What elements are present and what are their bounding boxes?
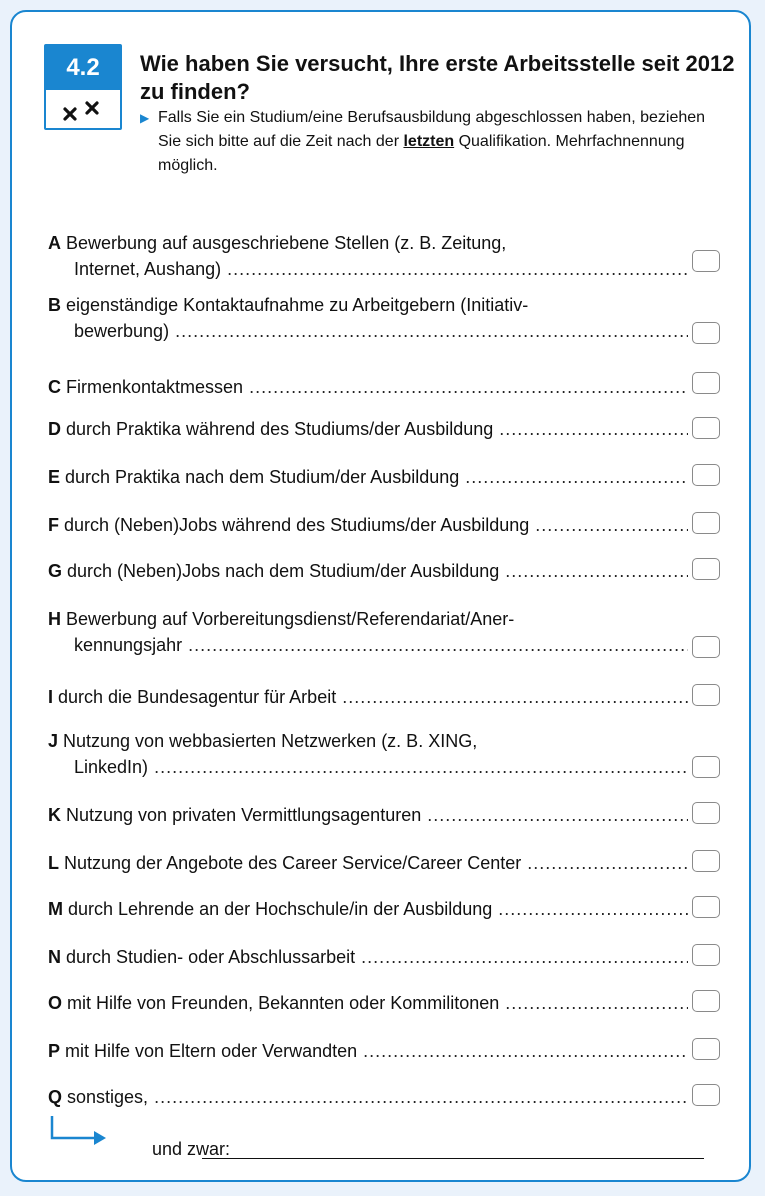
option-line-continued xyxy=(48,632,688,658)
option-line xyxy=(48,728,688,754)
checkbox-k[interactable] xyxy=(692,802,720,824)
option-line xyxy=(48,292,688,318)
option-label: Bewerbung auf Vorbereitungsdienst/Referendariat/Aner- xyxy=(66,609,515,629)
option-letter: A xyxy=(48,233,61,253)
option-letter: J xyxy=(48,731,59,751)
option-label-continued: bewerbung) xyxy=(74,321,170,341)
checkbox-o[interactable] xyxy=(692,990,720,1012)
leader-dots xyxy=(465,464,688,490)
leader-dots xyxy=(505,558,688,584)
option-label: Nutzung von webbasierten Netzwerken (z. B. XING, xyxy=(63,731,478,751)
option-d xyxy=(48,416,688,442)
option-letter: C xyxy=(48,377,61,397)
checkbox-c[interactable] xyxy=(692,372,720,394)
checkbox-f[interactable] xyxy=(692,512,720,534)
option-label: sonstiges, xyxy=(67,1087,149,1107)
leader-dots xyxy=(175,318,688,344)
checkbox-l[interactable] xyxy=(692,850,720,872)
option-c xyxy=(48,374,688,400)
multiple-choice-icon xyxy=(46,90,120,130)
question-badge xyxy=(44,44,122,130)
leader-dots xyxy=(498,896,688,922)
leader-dots xyxy=(427,802,688,828)
instruction-text-end: Qualifikation. Mehrfachnennung möglich. xyxy=(158,133,685,174)
option-line xyxy=(48,374,688,400)
leader-dots xyxy=(154,754,688,780)
instruction-emphasis: letzten xyxy=(403,133,455,150)
option-line xyxy=(48,464,688,490)
question-number: 4.2 xyxy=(46,46,120,90)
option-m xyxy=(48,896,688,922)
checkbox-n[interactable] xyxy=(692,944,720,966)
checkbox-a[interactable] xyxy=(692,250,720,272)
option-h xyxy=(48,606,688,658)
checkbox-q[interactable] xyxy=(692,1084,720,1106)
option-line xyxy=(48,684,688,710)
option-letter: E xyxy=(48,467,61,487)
option-f xyxy=(48,512,688,538)
leader-dots xyxy=(527,850,688,876)
option-g xyxy=(48,558,688,584)
option-label: durch Praktika während des Studiums/der Ausbildung xyxy=(66,419,494,439)
other-specify xyxy=(48,1122,728,1162)
leader-dots xyxy=(499,416,688,442)
option-letter: B xyxy=(48,295,61,315)
option-line xyxy=(48,1038,688,1064)
option-label: mit Hilfe von Eltern oder Verwandten xyxy=(65,1041,358,1061)
option-label-continued: kennungsjahr xyxy=(74,635,183,655)
option-line xyxy=(48,558,688,584)
option-label: Firmenkontaktmessen xyxy=(66,377,244,397)
option-line-continued xyxy=(48,318,688,344)
checkbox-m[interactable] xyxy=(692,896,720,918)
option-e xyxy=(48,464,688,490)
option-label-continued: LinkedIn) xyxy=(74,757,149,777)
option-line xyxy=(48,512,688,538)
checkbox-h[interactable] xyxy=(692,636,720,658)
option-label: durch Studien- oder Abschlussarbeit xyxy=(66,947,356,967)
option-label: mit Hilfe von Freunden, Bekannten oder Kommilitonen xyxy=(67,993,500,1013)
option-a xyxy=(48,230,688,282)
option-line xyxy=(48,416,688,442)
question-title: Wie haben Sie versucht, Ihre erste Arbeitsstelle seit 2012 zu finden? xyxy=(140,51,735,104)
option-letter: I xyxy=(48,687,54,707)
option-letter: K xyxy=(48,805,61,825)
question-instructions xyxy=(140,106,718,178)
instruction-text-start: Falls Sie ein Studium/eine Berufsausbildung abgeschlossen haben, beziehen Sie sich bitte auf die Zeit nach der xyxy=(158,109,706,150)
option-label: durch (Neben)Jobs während des Studiums/der Ausbildung xyxy=(64,515,530,535)
option-line xyxy=(48,990,688,1016)
option-letter: O xyxy=(48,993,63,1013)
option-label: durch Praktika nach dem Studium/der Ausbildung xyxy=(65,467,460,487)
option-p xyxy=(48,1038,688,1064)
other-specify-label: und zwar: xyxy=(152,1139,231,1159)
option-line xyxy=(48,1084,688,1110)
option-q xyxy=(48,1084,688,1110)
option-letter: M xyxy=(48,899,63,919)
option-k xyxy=(48,802,688,828)
checkbox-g[interactable] xyxy=(692,558,720,580)
option-letter: G xyxy=(48,561,63,581)
corner-arrow-icon xyxy=(48,1116,112,1150)
checkbox-b[interactable] xyxy=(692,322,720,344)
option-label: durch die Bundesagentur für Arbeit xyxy=(58,687,337,707)
leader-dots xyxy=(342,684,688,710)
option-line xyxy=(48,944,688,970)
checkbox-j[interactable] xyxy=(692,756,720,778)
option-line xyxy=(48,802,688,828)
option-n xyxy=(48,944,688,970)
option-letter: N xyxy=(48,947,61,967)
question-card xyxy=(10,10,751,1182)
leader-dots xyxy=(361,944,688,970)
checkbox-d[interactable] xyxy=(692,417,720,439)
leader-dots xyxy=(227,256,688,282)
leader-dots xyxy=(154,1084,688,1110)
option-letter: H xyxy=(48,609,61,629)
option-label: Nutzung der Angebote des Career Service/Career Center xyxy=(64,853,522,873)
option-letter: Q xyxy=(48,1087,63,1107)
option-label: Nutzung von privaten Vermittlungsagenturen xyxy=(66,805,422,825)
leader-dots xyxy=(535,512,688,538)
leader-dots xyxy=(363,1038,688,1064)
triangle-right-icon: ▶ xyxy=(140,111,150,125)
option-letter: P xyxy=(48,1041,61,1061)
checkbox-p[interactable] xyxy=(692,1038,720,1060)
option-line xyxy=(48,850,688,876)
option-o xyxy=(48,990,688,1016)
other-specify-input[interactable] xyxy=(202,1158,704,1159)
option-line xyxy=(48,606,688,632)
option-line-continued xyxy=(48,754,688,780)
leader-dots xyxy=(249,374,688,400)
option-letter: L xyxy=(48,853,59,873)
option-label: durch Lehrende an der Hochschule/in der Ausbildung xyxy=(68,899,493,919)
leader-dots xyxy=(505,990,688,1016)
option-letter: D xyxy=(48,419,61,439)
checkbox-i[interactable] xyxy=(692,684,720,706)
option-line-continued xyxy=(48,256,688,282)
option-line xyxy=(48,896,688,922)
option-label: Bewerbung auf ausgeschriebene Stellen (z. B. Zeitung, xyxy=(66,233,507,253)
option-l xyxy=(48,850,688,876)
option-line xyxy=(48,230,688,256)
option-label: eigenständige Kontaktaufnahme zu Arbeitgebern (Initiativ- xyxy=(66,295,529,315)
option-b xyxy=(48,292,688,344)
option-label: durch (Neben)Jobs nach dem Studium/der Ausbildung xyxy=(67,561,500,581)
leader-dots xyxy=(188,632,688,658)
option-i xyxy=(48,684,688,710)
checkbox-e[interactable] xyxy=(692,464,720,486)
option-label-continued: Internet, Aushang) xyxy=(74,259,222,279)
option-letter: F xyxy=(48,515,59,535)
option-j xyxy=(48,728,688,780)
